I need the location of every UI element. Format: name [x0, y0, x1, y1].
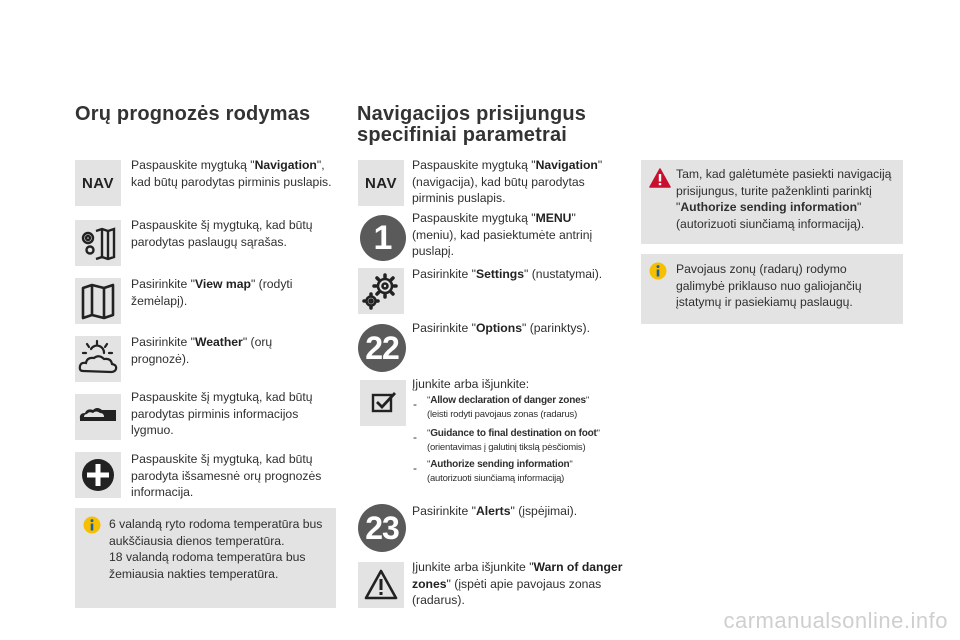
left-info-text: 6 valandą ryto rodoma temperatūra bus aukščiausia dienos temperatūra. 18 valandą rodoma temperatūra bus žemiausia nakties temperatūra.	[109, 517, 323, 581]
plus-icon	[75, 452, 121, 498]
weather-icon	[75, 336, 121, 382]
left-step-1-text: Paspauskite mygtuką "Navigation", kad būtų parodytas pirminis puslapis.	[131, 158, 332, 189]
left-step-5-text: Paspauskite šį mygtuką, kad būtų parodytas pirminis informacijos lygmuo.	[131, 390, 313, 437]
left-step-4-text: Pasirinkite "Weather" (orų prognozė).	[131, 335, 273, 366]
services-gear-map-icon	[75, 220, 121, 266]
nav-button-label: NAV	[364, 174, 398, 192]
right-info-text: Pavojaus zonų (radarų) rodymo galimybė priklauso nuo galiojančių įstatymų ir pasiekiamų paslaugų.	[676, 262, 862, 309]
middle-section-title-line2: specifiniai parametrai	[357, 124, 568, 146]
option-guidance-on-foot: "Guidance to final destination on foot" (orientavimas į galutinį tikslą pėsčiomis)	[427, 428, 600, 453]
option-dash: -	[413, 397, 417, 411]
middle-step-4-text: Pasirinkite "Options" (parinktys).	[412, 321, 590, 335]
warning-note-box	[641, 160, 903, 244]
option-authorize-sending: "Authorize sending information" (autorizuoti siunčiamą informaciją)	[427, 459, 573, 484]
middle-step-5-intro: Įjunkite arba išjunkite:	[412, 377, 530, 391]
middle-step-7-text: Įjunkite arba išjunkite "Warn of danger zones" (įspėti apie pavojaus zonas (radarus).	[412, 560, 623, 607]
middle-step-6-text: Pasirinkite "Alerts" (įspėjimai).	[412, 504, 578, 518]
option-allow-danger-zones: "Allow declaration of danger zones" (leisti rodyti pavojaus zonas (radarus)	[427, 395, 590, 420]
left-step-6-text: Paspauskite šį mygtuką, kad būtų parodyta išsamesnė orų prognozės informacija.	[131, 452, 322, 499]
map-icon	[75, 278, 121, 324]
middle-section-title-line1: Navigacijos prisijungus	[357, 103, 587, 125]
left-info-box	[75, 508, 336, 608]
cloud-bar-icon	[75, 394, 121, 440]
nav-button-label: NAV	[81, 174, 115, 192]
right-info-box	[641, 254, 903, 324]
step-number-23-badge: 23	[358, 504, 406, 552]
option-dash: -	[413, 461, 417, 475]
warning-note-text: Tam, kad galėtumėte pasiekti navigaciją prisijungus, turite paženklinti parinktį "Authorize sending information" (autorizuoti siunčiamą informaciją).	[676, 167, 892, 231]
nav-button	[358, 160, 404, 206]
step-number-22-badge: 22	[358, 324, 406, 372]
checkbox-icon	[360, 380, 406, 426]
watermark: carmanualsonline.info	[723, 608, 948, 633]
nav-button	[75, 160, 121, 206]
middle-step-1-text: Paspauskite mygtuką "Navigation" (navigacija), kad būtų parodytas pirminis puslapis.	[412, 158, 603, 205]
middle-step-2-text: Paspauskite mygtuką "MENU" (meniu), kad pasiektumėte antrinį puslapį.	[412, 211, 593, 258]
info-icon	[649, 262, 667, 280]
step-number-1-badge: 1	[360, 215, 406, 261]
info-icon	[83, 516, 101, 534]
left-step-2-text: Paspauskite šį mygtuką, kad būtų parodytas paslaugų sąrašas.	[131, 218, 313, 249]
left-section-title: Orų prognozės rodymas	[75, 103, 311, 125]
settings-gears-icon	[358, 268, 404, 314]
option-dash: -	[413, 430, 417, 444]
left-step-3-text: Pasirinkite "View map" (rodyti žemėlapį).	[131, 277, 293, 308]
warning-exclamation-icon	[649, 168, 671, 188]
warning-triangle-icon	[358, 562, 404, 608]
middle-step-3-text: Pasirinkite "Settings" (nustatymai).	[412, 267, 603, 281]
